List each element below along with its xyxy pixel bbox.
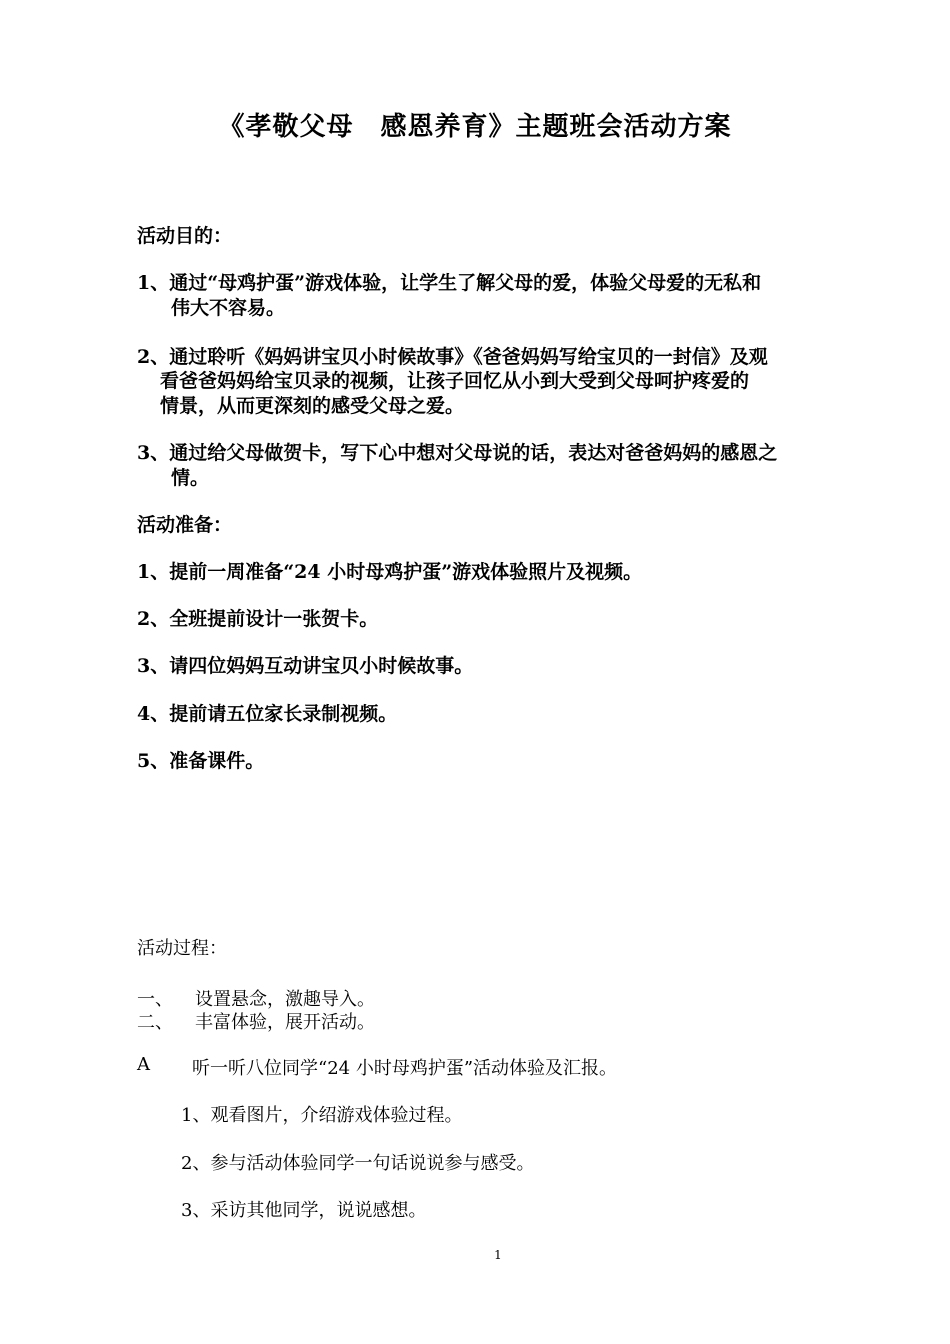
preparation-heading: 活动准备： (137, 514, 233, 536)
purpose-item-3-line-1: 3、通过给父母做贺卡，写下心中想对父母说的话，表达对爸爸妈妈的感恩之 (137, 442, 778, 464)
purpose-item-1-line-1: 1、通过“母鸡护蛋”游戏体验，让学生了解父母的爱，体验父母爱的无私和 (137, 272, 762, 294)
preparation-item-2: 2、全班提前设计一张贺卡。 (137, 608, 379, 630)
process-heading: 活动过程： (137, 938, 227, 959)
section-a-text: 听一听八位同学“24 小时母鸡护蛋”活动体验及汇报。 (192, 1058, 618, 1079)
purpose-item-2-line-3: 情景，从而更深刻的感受父母之爱。 (160, 395, 465, 417)
preparation-item-5: 5、准备课件。 (137, 750, 265, 772)
purpose-item-2-line-1: 2、通过聆听《妈妈讲宝贝小时候故事》《爸爸妈妈写给宝贝的一封信》及观 (137, 346, 768, 368)
section-a-label: A (137, 1054, 150, 1075)
sub-item-1: 1、观看图片，介绍游戏体验过程。 (181, 1105, 463, 1126)
preparation-item-4: 4、提前请五位家长录制视频。 (137, 703, 398, 725)
preparation-item-3: 3、请四位妈妈互动讲宝贝小时候故事。 (137, 655, 474, 677)
process-step-1-number: 一、 (137, 989, 173, 1010)
purpose-item-2-line-2: 看爸爸妈妈给宝贝录的视频，让孩子回忆从小到大受到父母呵护疼爱的 (160, 370, 750, 392)
preparation-item-1: 1、提前一周准备“24 小时母鸡护蛋”游戏体验照片及视频。 (137, 561, 643, 583)
process-step-2-text: 丰富体验，展开活动。 (195, 1012, 375, 1033)
page-number: 1 (494, 1248, 502, 1262)
process-step-2-number: 二、 (137, 1012, 173, 1033)
sub-item-2: 2、参与活动体验同学一句话说说参与感受。 (181, 1153, 535, 1174)
purpose-heading: 活动目的： (137, 225, 233, 247)
purpose-item-3-line-2: 情。 (171, 467, 210, 489)
sub-item-3: 3、采访其他同学，说说感想。 (181, 1200, 427, 1221)
document-title: 《孝敬父母 感恩养育》主题班会活动方案 (218, 112, 732, 142)
process-step-1-text: 设置悬念，激趣导入。 (195, 989, 375, 1010)
purpose-item-1-line-2: 伟大不容易。 (171, 297, 286, 319)
